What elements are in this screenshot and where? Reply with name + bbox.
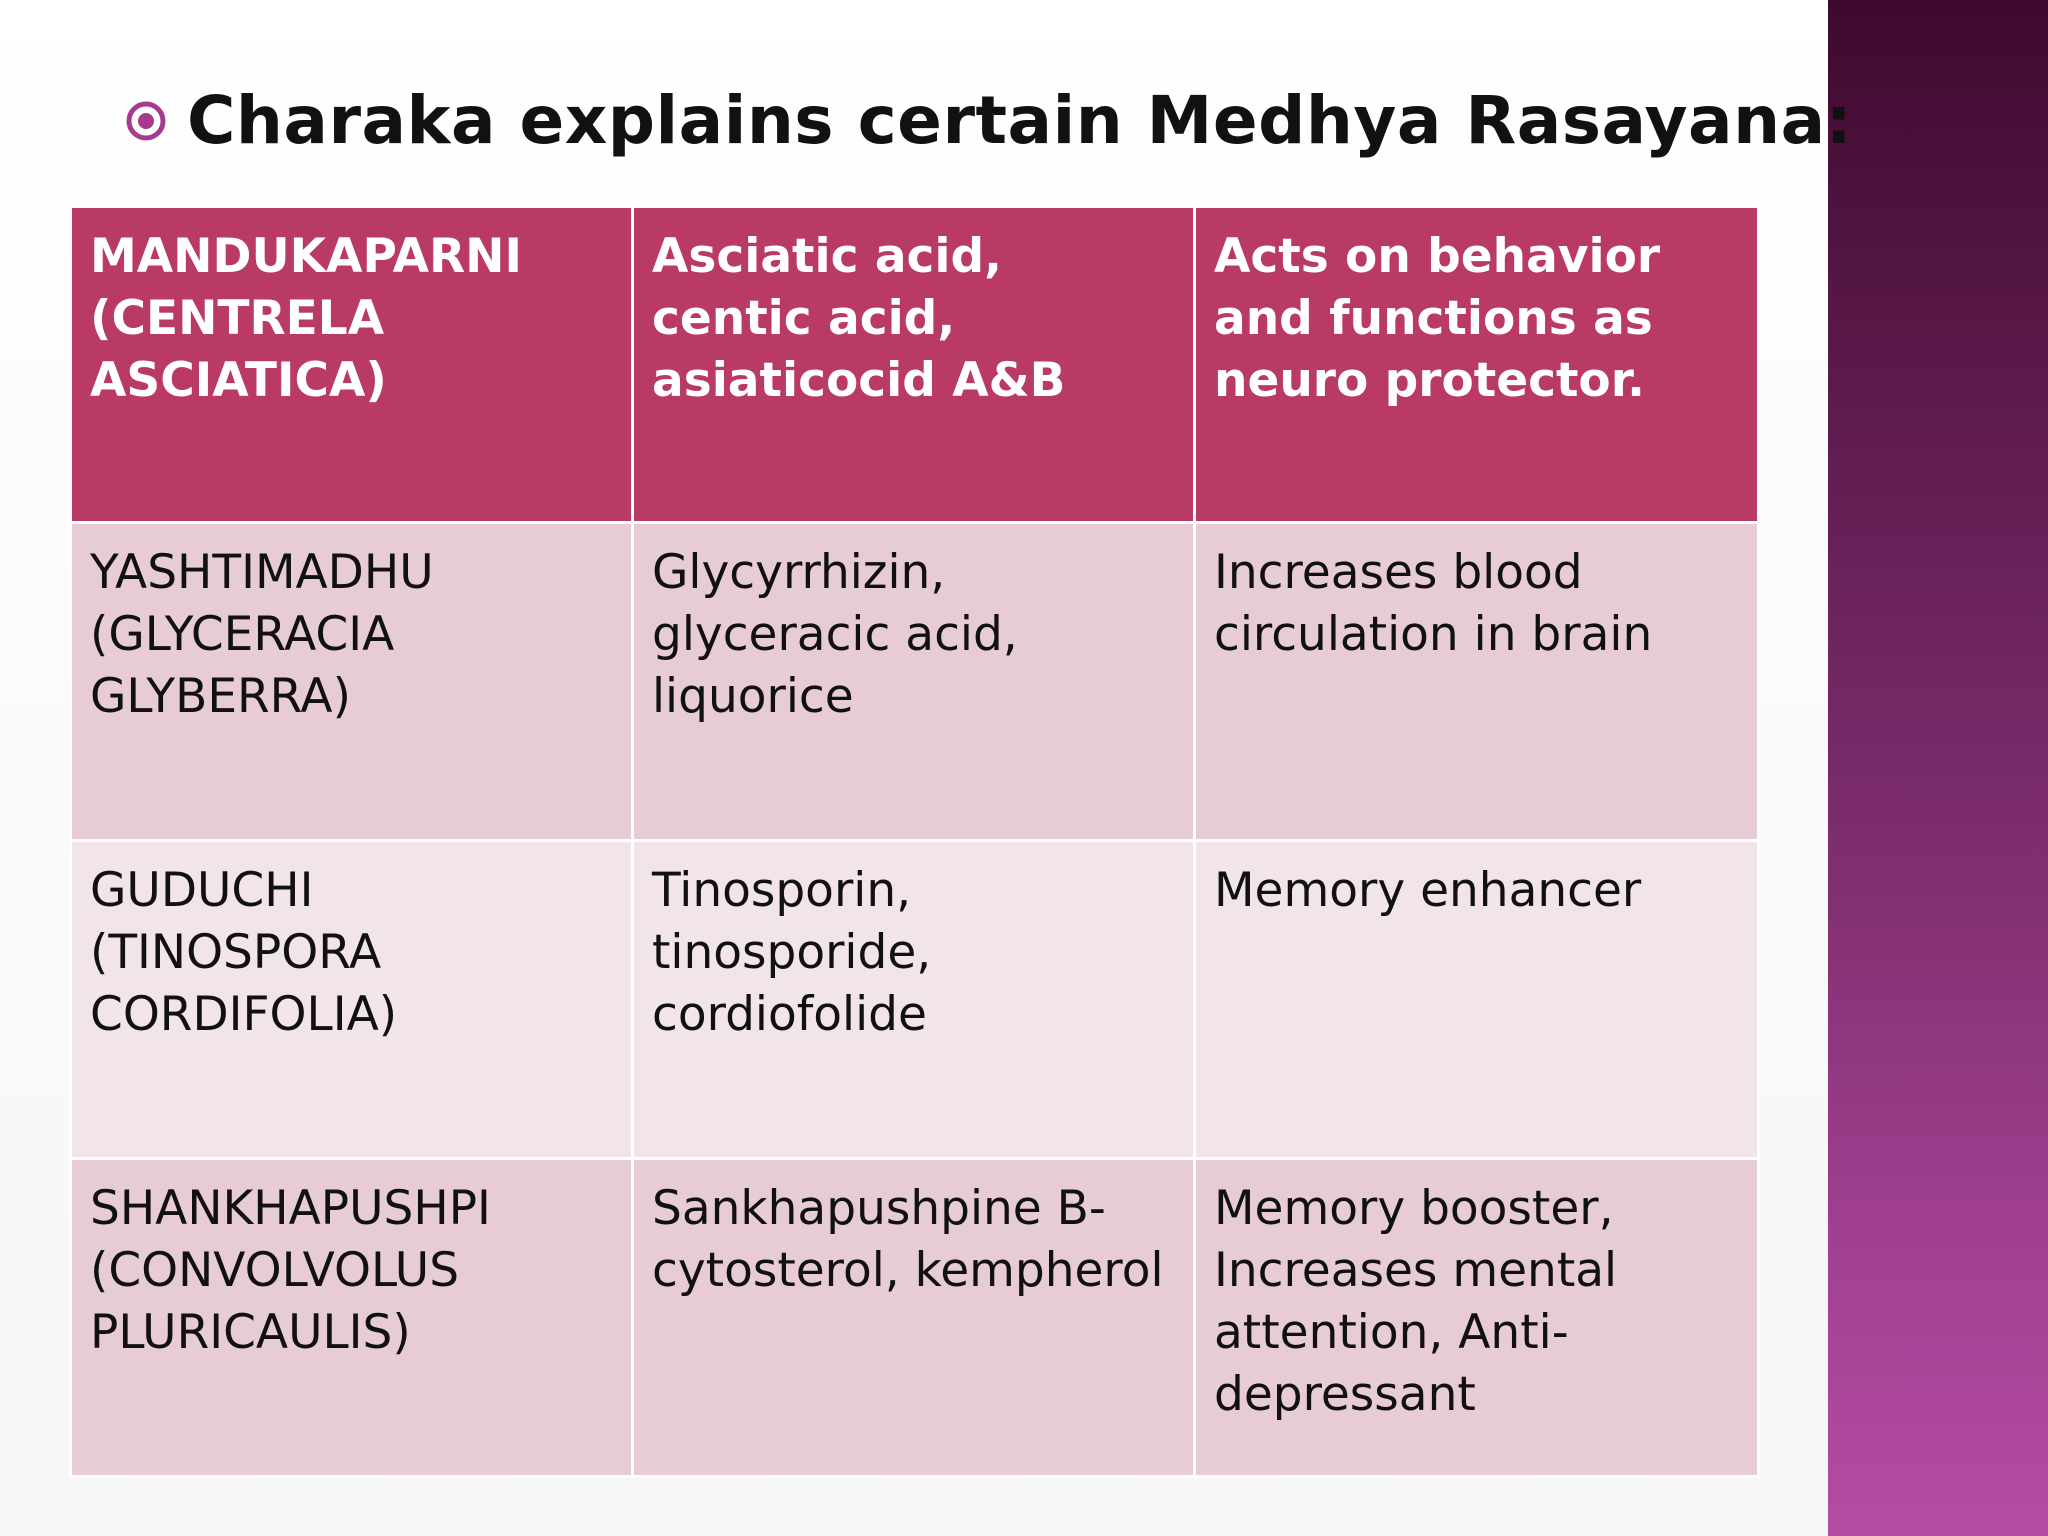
herb-cell: SHANKHAPUSHPI (CONVOLVOLUS PLURICAULIS) [71,1159,633,1477]
slide-title: Charaka explains certain Medhya Rasayana: [187,82,1853,159]
constituents-cell: Asciatic acid, centic acid, asiaticocid A&B [633,207,1195,523]
action-cell: Acts on behavior and functions as neuro protector. [1195,207,1759,523]
action-cell: Memory booster, Increases mental attention, Anti- depressant [1195,1159,1759,1477]
table-row [71,1159,1759,1477]
action-cell: Memory enhancer [1195,841,1759,1159]
table-row [71,841,1759,1159]
table-row [71,207,1759,523]
medhya-rasayana-table [69,205,1760,1478]
decorative-side-band [1828,0,2048,1536]
action-cell: Increases blood circulation in brain [1195,523,1759,841]
circle-bullet-icon [125,100,167,142]
herb-cell: MANDUKAPARNI (CENTRELA ASCIATICA) [71,207,633,523]
constituents-cell: Tinosporin, tinosporide, cordiofolide [633,841,1195,1159]
herb-cell: YASHTIMADHU (GLYCERACIA GLYBERRA) [71,523,633,841]
title-row [125,82,1853,159]
constituents-cell: Glycyrrhizin, glyceracic acid, liquorice [633,523,1195,841]
herb-cell: GUDUCHI (TINOSPORA CORDIFOLIA) [71,841,633,1159]
constituents-cell: Sankhapushpine B-cytosterol, kempherol [633,1159,1195,1477]
table-row [71,523,1759,841]
